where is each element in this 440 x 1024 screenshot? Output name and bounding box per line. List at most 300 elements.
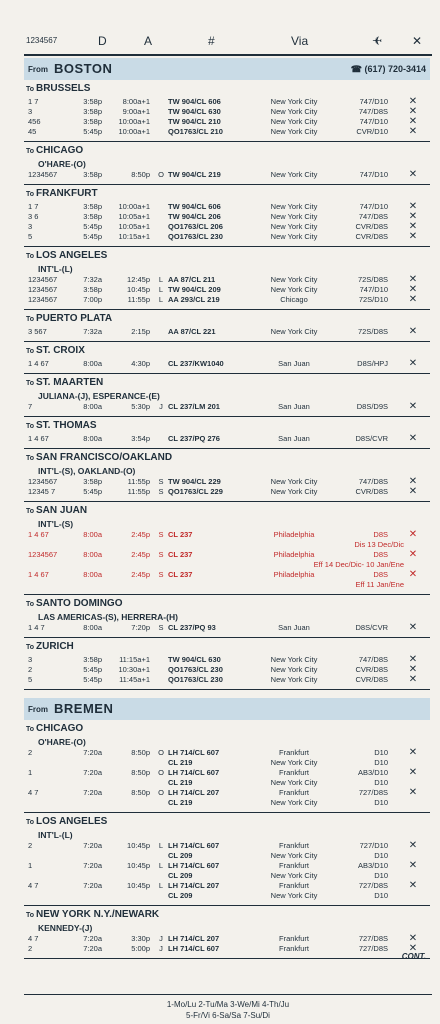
cell-st: J: [159, 944, 163, 953]
cell-fl: TW 904/CL 606: [168, 97, 221, 106]
cell-arr: 7:20p: [131, 623, 150, 632]
from-header: [24, 58, 430, 80]
cell-days: 3: [28, 222, 33, 231]
destination-name: LOS ANGELES: [35, 250, 108, 261]
cell-fl: CL 237/PQ 93: [168, 623, 216, 632]
cell-days: 3 6: [28, 212, 39, 221]
cell-eq: D10: [374, 798, 388, 807]
flight-row: [24, 570, 430, 580]
note-row: [24, 560, 430, 570]
cell-days: 3 567: [28, 327, 47, 336]
cell-days: 2: [28, 748, 33, 757]
destination-block: [24, 638, 430, 690]
cell-dep: 7:00p: [83, 295, 102, 304]
x-icon: ✕: [408, 674, 418, 685]
cell-fl: AA 87/CL 211: [168, 275, 216, 284]
cell-fl: TW 904/CL 606: [168, 202, 221, 211]
cell-via: Philadelphia: [273, 550, 315, 559]
x-icon: ✕: [408, 880, 418, 891]
destination-block: [24, 310, 430, 342]
airport-codes: INT'L-(S), OAKLAND-(O): [38, 466, 136, 476]
destination-block: [24, 502, 430, 595]
destination-block: [24, 417, 430, 449]
flight-row: [24, 623, 430, 633]
to-label: To: [26, 508, 36, 515]
cell-dep: 8:00a: [83, 434, 102, 443]
cell-eq: D8S: [373, 530, 388, 539]
x-icon: ✕: [408, 116, 418, 127]
cell-dep: 3:58p: [83, 202, 102, 211]
flight-row: [24, 275, 430, 285]
cell-arr: 5:00p: [131, 944, 150, 953]
flight-row: [24, 871, 430, 881]
cell-fl: CL 209: [168, 891, 193, 900]
row-gap: [24, 337, 430, 341]
cell-st: L: [158, 275, 164, 284]
x-icon: ✕: [408, 529, 418, 540]
cell-fl: CL 237/KW1040: [168, 359, 224, 368]
x-icon: ✕: [412, 34, 423, 48]
row-gap: [24, 444, 430, 448]
x-icon: ✕: [408, 126, 418, 137]
cell-dep: 7:32a: [83, 275, 102, 284]
cell-arr: 10:45p: [127, 285, 150, 294]
cell-via: New York City: [270, 285, 318, 294]
day-legend: [24, 994, 432, 1021]
x-icon: ✕: [408, 486, 418, 497]
cell-dep: 7:32a: [83, 327, 102, 336]
flight-row: [24, 798, 430, 808]
cell-fl: TW 904/CL 210: [168, 117, 221, 126]
cell-eq: 727/D8S: [358, 788, 388, 797]
cell-via: Frankfurt: [278, 861, 309, 870]
cell-dep: 3:58p: [83, 107, 102, 116]
cell-dep: 5:45p: [83, 487, 102, 496]
cell-eq: AB3/D10: [357, 861, 388, 870]
cell-fl: LH 714/CL 207: [168, 788, 220, 797]
cell-arr: 3:30p: [131, 934, 150, 943]
continued-label: CONT.: [401, 952, 426, 961]
cell-days: 1 4 67: [28, 359, 49, 368]
x-icon: ✕: [408, 294, 418, 305]
cell-arr: 2:45p: [131, 550, 150, 559]
cell-dep: 3:58p: [83, 477, 102, 486]
x-icon: ✕: [408, 231, 418, 242]
row-gap: [24, 137, 430, 141]
cell-via: Frankfurt: [278, 934, 309, 943]
flight-row: [24, 530, 430, 540]
airplane-icon: ✈: [372, 34, 383, 48]
flight-row: [24, 359, 430, 369]
cell-fl: TW 904/CL 219: [168, 170, 221, 179]
to-label: To: [26, 423, 36, 430]
cell-dep: 8:00a: [83, 402, 102, 411]
to-label: To: [26, 316, 36, 323]
x-icon: ✕: [408, 747, 418, 758]
cell-arr: 10:30a+1: [118, 665, 150, 674]
cell-arr: 10:00a+1: [118, 127, 150, 136]
cell-days: 1234567: [28, 550, 58, 559]
cell-days: 1 4 7: [28, 623, 45, 632]
destination-title: [24, 638, 430, 655]
cell-dep: 3:58p: [83, 285, 102, 294]
cell-eq: D8S/CVR: [355, 623, 388, 632]
cell-via: New York City: [270, 477, 318, 486]
cell-arr: 9:00a+1: [122, 107, 150, 116]
x-icon: ✕: [408, 840, 418, 851]
cell-via: New York City: [270, 487, 318, 496]
destination-block: [24, 374, 430, 417]
cell-via: San Juan: [278, 623, 310, 632]
cell-arr: 2:45p: [131, 530, 150, 539]
destination-block: [24, 906, 430, 959]
cell-days: 5: [28, 675, 33, 684]
cell-days: 4 7: [28, 881, 39, 890]
flight-row: [24, 477, 430, 487]
destination-block: [24, 342, 430, 374]
cell-via: Frankfurt: [278, 788, 309, 797]
cell-fl: TW 904/CL 206: [168, 212, 221, 221]
airport-codes: JULIANA-(J), ESPERANCE-(E): [38, 391, 160, 401]
destination-title: [24, 906, 430, 923]
cell-eq: CVR/D8S: [355, 675, 388, 684]
cell-arr: 2:15p: [131, 327, 150, 336]
cell-arr: 10:00a+1: [118, 117, 150, 126]
row-gap: [24, 901, 430, 905]
cell-days: 3: [28, 655, 33, 664]
day-legend-line: 1-Mo/Lu 2-Tu/Ma 3-We/Mi 4-Th/Ju: [166, 1000, 290, 1009]
cell-via: New York City: [270, 117, 318, 126]
flight-row: [24, 97, 430, 107]
to-label: To: [26, 86, 36, 93]
cell-via: New York City: [270, 170, 318, 179]
cell-dep: 5:45p: [83, 232, 102, 241]
cell-arr: 10:45p: [127, 861, 150, 870]
cell-eq: CVR/D8S: [355, 665, 388, 674]
cell-fl: LH 714/CL 607: [168, 841, 220, 850]
day-legend-line: 5-Fr/Vi 6-Sa/Sa 7-Su/Di: [186, 1011, 270, 1020]
cell-st: S: [158, 623, 164, 632]
cell-arr: 12:45p: [127, 275, 150, 284]
cell-eq: D10: [374, 871, 388, 880]
cell-via: New York City: [270, 851, 318, 860]
cell-arr: 8:50p: [131, 788, 150, 797]
cell-arr: 10:05a+1: [118, 222, 150, 231]
flight-header: #: [208, 34, 215, 48]
cell-arr: 5:30p: [131, 402, 150, 411]
row-gap: [24, 180, 430, 184]
cell-eq: D8S/HPJ: [357, 359, 388, 368]
cell-eq: D8S/CVR: [355, 434, 388, 443]
cell-st: O: [158, 748, 164, 757]
destination-title: [24, 80, 430, 97]
cell-fl: QO1763/CL 206: [168, 222, 223, 231]
cell-days: 1234567: [28, 477, 58, 486]
cell-st: S: [158, 487, 164, 496]
cell-eq: CVR/D8S: [355, 222, 388, 231]
to-label: To: [26, 253, 36, 260]
flight-row: [24, 127, 430, 137]
cell-eq: 747/D10: [359, 285, 388, 294]
cell-eq: 747/D8S: [358, 107, 388, 116]
to-label: To: [26, 380, 36, 387]
cell-days: 1234567: [28, 295, 58, 304]
destination-name: BRUSSELS: [35, 83, 91, 94]
flight-row: [24, 934, 430, 944]
x-icon: ✕: [408, 106, 418, 117]
destination-name: PUERTO PLATA: [35, 313, 113, 324]
cell-eq: 747/D8S: [358, 477, 388, 486]
destination-name: ST. THOMAS: [35, 420, 97, 431]
destination-name: ZURICH: [35, 641, 74, 652]
destination-block: [24, 80, 430, 142]
cell-dep: 8:00a: [83, 570, 102, 579]
x-icon: ✕: [408, 767, 418, 778]
flight-row: [24, 778, 430, 788]
to-label: To: [26, 348, 36, 355]
flight-row: [24, 327, 430, 337]
to-label: To: [26, 191, 36, 198]
cell-arr: 3:54p: [131, 434, 150, 443]
note-row: [24, 540, 430, 550]
cell-via: New York City: [270, 778, 318, 787]
cell-dep: 7:20a: [83, 934, 102, 943]
row-gap: [24, 685, 430, 689]
cell-fl: CL 219: [168, 778, 193, 787]
row-gap: [24, 808, 430, 812]
cell-dep: 5:45p: [83, 127, 102, 136]
destination-name: CHICAGO: [35, 145, 84, 156]
cell-fl: CL 237/PQ 276: [168, 434, 220, 443]
to-label: To: [26, 912, 36, 919]
cell-days: 2: [28, 841, 33, 850]
flight-row: [24, 222, 430, 232]
destination-title: [24, 247, 430, 264]
flight-row: [24, 232, 430, 242]
x-icon: ✕: [408, 221, 418, 232]
to-label: To: [26, 148, 36, 155]
destination-title: [24, 374, 430, 391]
cell-eq: 727/D8S: [358, 934, 388, 943]
x-icon: ✕: [408, 358, 418, 369]
flight-row: [24, 655, 430, 665]
cell-arr: 8:00a+1: [122, 97, 150, 106]
cell-days: 1 4 67: [28, 530, 49, 539]
row-gap: [24, 369, 430, 373]
cell-eq: D10: [374, 851, 388, 860]
cell-arr: 8:50p: [131, 170, 150, 179]
flight-row: [24, 748, 430, 758]
destination-title: [24, 720, 430, 737]
to-label: To: [26, 644, 36, 651]
cell-dep: 3:58p: [83, 655, 102, 664]
cell-days: 3: [28, 107, 33, 116]
flight-row: [24, 107, 430, 117]
x-icon: ✕: [408, 549, 418, 560]
cell-fl: CL 237: [168, 570, 193, 579]
from-header: [24, 698, 430, 720]
cell-via: New York City: [270, 891, 318, 900]
cell-via: New York City: [270, 665, 318, 674]
cell-fl: AA 87/CL 221: [168, 327, 216, 336]
cell-fl: CL 237: [168, 530, 193, 539]
cell-eq: 727/D8S: [358, 881, 388, 890]
cell-st: S: [158, 550, 164, 559]
cell-eq: CVR/D8S: [355, 487, 388, 496]
row-gap: [24, 633, 430, 637]
cell-via: Frankfurt: [278, 881, 309, 890]
cell-via: San Juan: [278, 359, 310, 368]
flight-row: [24, 891, 430, 901]
cell-st: O: [158, 788, 164, 797]
flight-row: [24, 758, 430, 768]
cell-eq: 72S/D10: [358, 295, 388, 304]
cell-dep: 5:45p: [83, 675, 102, 684]
cell-st: L: [158, 881, 164, 890]
cell-fl: QO1763/CL 230: [168, 232, 223, 241]
cell-st: S: [158, 570, 164, 579]
cell-eq: CVR/D10: [356, 127, 388, 136]
row-gap: [24, 497, 430, 501]
x-icon: ✕: [408, 654, 418, 665]
cell-fl: LH 714/CL 607: [168, 861, 220, 870]
flight-row: [24, 117, 430, 127]
destination-name: SANTO DOMINGO: [35, 598, 123, 609]
cell-fl: LH 714/CL 607: [168, 748, 220, 757]
cell-days: 1: [28, 861, 33, 870]
destination-block: [24, 813, 430, 906]
cell-eq: 747/D10: [359, 170, 388, 179]
cell-eq: D10: [374, 778, 388, 787]
cell-via: New York City: [270, 327, 318, 336]
airport-codes: INT'L-(L): [38, 830, 73, 840]
cell-eq: 747/D8S: [358, 212, 388, 221]
flight-row: [24, 487, 430, 497]
flight-row: [24, 402, 430, 412]
cell-arr: 4:30p: [131, 359, 150, 368]
destination-block: [24, 449, 430, 502]
x-icon: ✕: [408, 169, 418, 180]
x-icon: ✕: [408, 622, 418, 633]
cell-fl: AA 293/CL 219: [168, 295, 220, 304]
destination-title: [24, 417, 430, 434]
airport-codes: INT'L-(L): [38, 264, 73, 274]
cell-st: L: [158, 841, 164, 850]
destination-block: [24, 720, 430, 813]
cell-eq: 747/D10: [359, 202, 388, 211]
row-gap: [24, 954, 430, 958]
destination-name: SAN JUAN: [35, 505, 88, 516]
x-icon: ✕: [408, 664, 418, 675]
cell-via: Chicago: [280, 295, 308, 304]
cell-st: S: [158, 477, 164, 486]
cell-via: San Juan: [278, 402, 310, 411]
from-label: From: [28, 65, 48, 74]
x-icon: ✕: [408, 943, 418, 954]
cell-eq: 72S/D8S: [357, 275, 388, 284]
via-header: Via: [291, 34, 309, 48]
cell-via: New York City: [270, 97, 318, 106]
destination-title: [24, 813, 430, 830]
cell-dep: 3:58p: [83, 97, 102, 106]
row-gap: [24, 412, 430, 416]
cell-dep: 7:20a: [83, 944, 102, 953]
flight-row: [24, 851, 430, 861]
flight-row: [24, 434, 430, 444]
column-header: [26, 30, 432, 50]
destination-name: ST. MAARTEN: [35, 377, 104, 388]
cell-eq: 747/D10: [359, 117, 388, 126]
cell-fl: QO1763/CL 210: [168, 127, 223, 136]
flight-row: [24, 212, 430, 222]
cell-days: 1 4 67: [28, 570, 49, 579]
row-gap: [24, 590, 430, 594]
cell-fl: TW 904/CL 229: [168, 477, 221, 486]
destination-title: [24, 310, 430, 327]
cell-days: 5: [28, 232, 33, 241]
destination-name: NEW YORK N.Y./NEWARK: [35, 909, 160, 920]
destination-title: [24, 342, 430, 359]
cell-via: Philadelphia: [273, 530, 315, 539]
to-label: To: [26, 726, 36, 733]
cell-via: Philadelphia: [273, 570, 315, 579]
note-row: [24, 580, 430, 590]
x-icon: ✕: [408, 96, 418, 107]
cell-days: 1234567: [28, 285, 58, 294]
cell-via: New York City: [270, 107, 318, 116]
cell-via: Frankfurt: [278, 748, 309, 757]
cell-via: New York City: [270, 758, 318, 767]
cell-days: 2: [28, 944, 33, 953]
cell-days: 45: [28, 127, 37, 136]
cell-eq: 747/D8S: [358, 655, 388, 664]
section-gap: [0, 690, 440, 698]
airport-codes: INT'L-(S): [38, 519, 74, 529]
header-rule: [24, 54, 432, 56]
cell-dep: 3:58p: [83, 117, 102, 126]
destination-name: CHICAGO: [35, 723, 84, 734]
destination-title: [24, 142, 430, 159]
cell-dep: 7:20a: [83, 881, 102, 890]
cell-dep: 7:20a: [83, 841, 102, 850]
timetable-body: [0, 58, 440, 959]
destination-title: [24, 185, 430, 202]
cell-fl: LH 714/CL 207: [168, 881, 220, 890]
cell-st: J: [159, 402, 163, 411]
cell-arr: 11:45a+1: [119, 675, 150, 684]
x-icon: ✕: [408, 326, 418, 337]
cell-arr: 10:45p: [127, 841, 150, 850]
cell-dep: 7:20a: [83, 748, 102, 757]
cell-days: 1234567: [28, 170, 58, 179]
destination-title: [24, 449, 430, 466]
cell-arr: 10:15a+1: [118, 232, 150, 241]
cell-via: New York City: [270, 212, 318, 221]
cell-days: 1 4 67: [28, 434, 49, 443]
cell-dep: 5:45p: [83, 222, 102, 231]
cell-arr: 11:55p: [127, 487, 150, 496]
cell-fl: CL 219: [168, 798, 193, 807]
cell-via: New York City: [270, 275, 318, 284]
x-icon: ✕: [408, 933, 418, 944]
flight-row: [24, 550, 430, 560]
from-city: BOSTON: [54, 61, 113, 76]
x-icon: ✕: [408, 284, 418, 295]
cell-days: 1 7: [28, 202, 39, 211]
phone-number: ☎ (617) 720-3414: [350, 64, 426, 74]
cell-arr: 10:00a+1: [118, 202, 150, 211]
cell-dep: 5:45p: [83, 665, 102, 674]
